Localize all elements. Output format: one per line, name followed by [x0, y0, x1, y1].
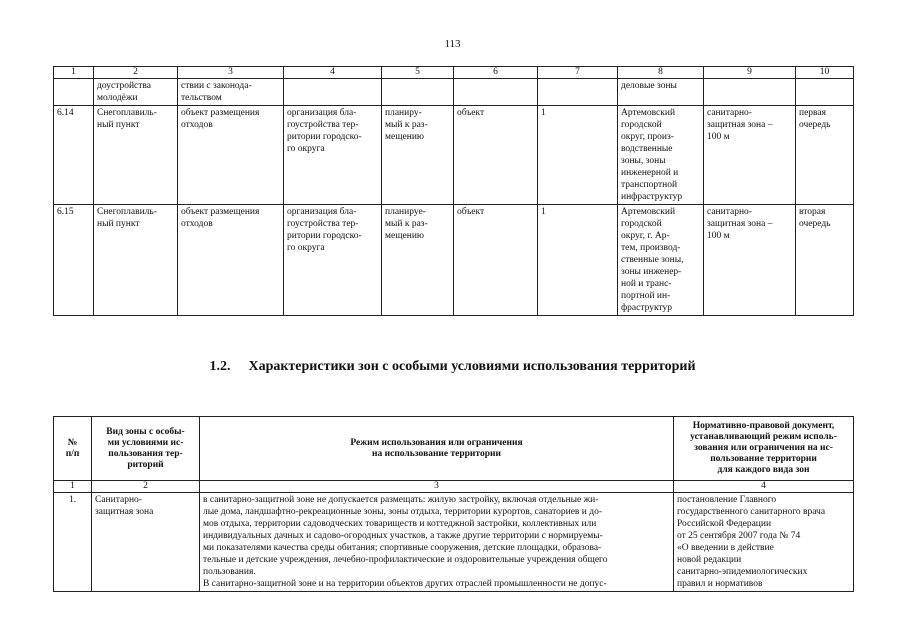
table-cell: объект размещения отходов	[178, 205, 284, 316]
table-cell: деловые зоны	[618, 79, 704, 106]
column-number: 1	[54, 67, 94, 79]
row-number: 1.	[54, 493, 92, 592]
table-cell: Артемовский городской округ, произ- водственные зоны, зоны инженерной и транспортной инфраструктур	[618, 106, 704, 205]
section-title: Характеристики зон с особыми условиями использования территорий	[248, 359, 696, 374]
regime-cell: в санитарно-защитной зоне не допускается размещать: жилую застройку, включая отдельные жи- лые дома, ландшафтно-рекреационные зоны, зоны отдыха, территории курортов, санаториев и до- мов отдыха, территории садоводческих товариществ и коттеджной застройки, коллективных или индивидуальных дачных и садово-огородных участков, а также другие территории с нормируемы- ми показателями качества среды обитания; спортивные сооружения, детские площадки, образова- тельные и детские учреждения, лечебно-профилактические и оздоровительные учреждения общего пользования. В санитарно-защитной зоне и на территории объектов других отраслей промышленности не допус-	[200, 493, 674, 592]
table-cell: объект размещения отходов	[178, 106, 284, 205]
zone-type-cell: Санитарно- защитная зона	[92, 493, 200, 592]
column-number: 8	[618, 67, 704, 79]
column-number: 2	[94, 67, 178, 79]
column-number: 5	[382, 67, 454, 79]
column-number-row	[54, 481, 854, 493]
table-cell: объект	[454, 106, 538, 205]
table-cell: Артемовский городской округ, г. Ар- тем, производ- ственные зоны, зоны инженер- ной и транс- портной ин- фраструктур	[618, 205, 704, 316]
table-cell: организация бла- гоустройства тер- ритории городско- го округа	[284, 106, 382, 205]
table-row	[54, 493, 854, 592]
section-number: 1.2.	[209, 359, 231, 374]
table-cell: организация бла- гоустройства тер- ритории городско- го округа	[284, 205, 382, 316]
table-cell: объект	[454, 205, 538, 316]
table-cell: планируе- мый к раз- мещению	[382, 205, 454, 316]
column-number: 6	[454, 67, 538, 79]
table-cell	[382, 79, 454, 106]
table-cell: санитарно- защитная зона – 100 м	[704, 106, 796, 205]
column-number: 1	[54, 481, 92, 493]
column-number: 4	[284, 67, 382, 79]
table-cell: 1	[538, 205, 618, 316]
row-number: 6.15	[54, 205, 94, 316]
table-cell: Снегоплавиль- ный пункт	[94, 205, 178, 316]
table-cell	[454, 79, 538, 106]
page-number: 113	[444, 38, 461, 50]
column-header: № п/п	[54, 417, 92, 481]
facilities-table	[53, 66, 854, 316]
table-row	[54, 106, 854, 205]
table-cell	[704, 79, 796, 106]
table-cell: санитарно- защитная зона – 100 м	[704, 205, 796, 316]
zones-table	[53, 416, 854, 592]
column-number: 10	[796, 67, 854, 79]
table-cell	[538, 79, 618, 106]
column-header: Вид зоны с особы- ми условиями ис- пользования тер- риторий	[92, 417, 200, 481]
table-cell: вторая очередь	[796, 205, 854, 316]
table-cell: ствии с законода- тельством	[178, 79, 284, 106]
column-number: 3	[200, 481, 674, 493]
document-cell: постановление Главного государственного санитарного врача Российской Федерации от 25 сентября 2007 года № 74 «О введении в действие новой редакции санитарно-эпидемиологических правил и нормативов	[674, 493, 854, 592]
column-number: 7	[538, 67, 618, 79]
table-cell: первая очередь	[796, 106, 854, 205]
column-number-row	[54, 67, 854, 79]
table-cell: доустройства молодёжи	[94, 79, 178, 106]
table-cell: Снегоплавиль- ный пункт	[94, 106, 178, 205]
table-cell	[796, 79, 854, 106]
table-cell	[284, 79, 382, 106]
section-heading	[0, 359, 905, 375]
column-number: 4	[674, 481, 854, 493]
table-row	[54, 79, 854, 106]
table-row	[54, 205, 854, 316]
table-cell: 1	[538, 106, 618, 205]
table-cell	[54, 79, 94, 106]
column-number: 3	[178, 67, 284, 79]
column-number: 9	[704, 67, 796, 79]
column-header: Режим использования или ограничения на использование территории	[200, 417, 674, 481]
row-number: 6.14	[54, 106, 94, 205]
column-header: Нормативно-правовой документ, устанавливающий режим исполь- зования или ограничения на ис- пользование территории для каждого вида зон	[674, 417, 854, 481]
table-cell: планиру- мый к раз- мещению	[382, 106, 454, 205]
column-number: 2	[92, 481, 200, 493]
header-row	[54, 417, 854, 481]
